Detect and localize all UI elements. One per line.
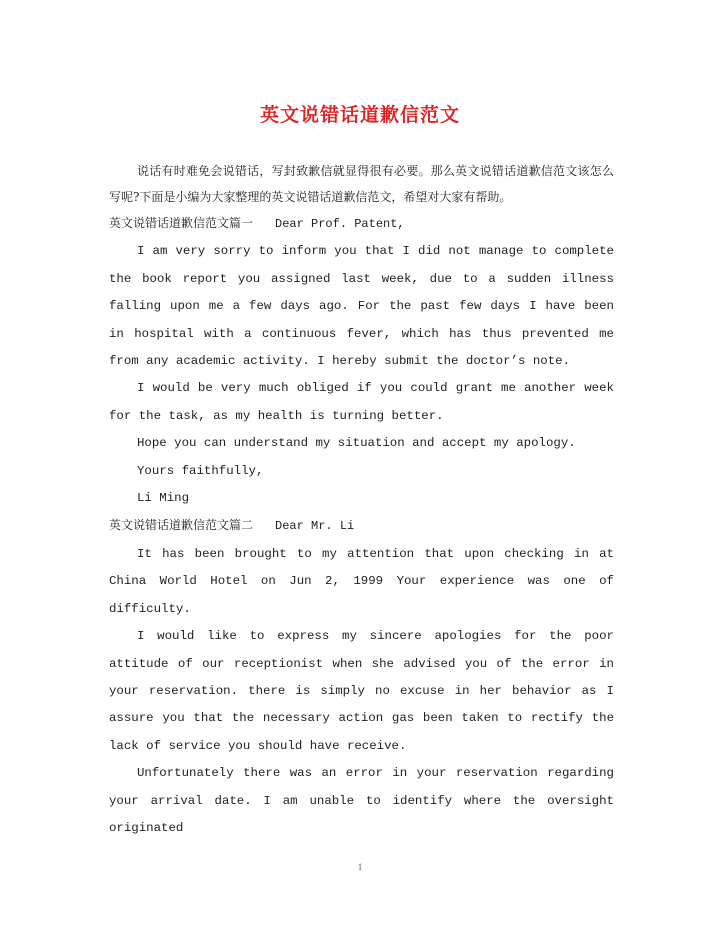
letter-2-paragraph: I would like to express my sincere apologies for the poor attitude of our receptionist when she advised you of the error in your reservation. there is simply no excuse in her behavior as I assure you that the necessary action gas been taken to rectify the lack of service you should have receive. bbox=[109, 629, 614, 753]
letter-2-heading-line bbox=[109, 512, 614, 540]
letter-1-signature: Li Ming bbox=[137, 491, 190, 506]
letter-1-paragraph: I am very sorry to inform you that I did not manage to complete the book report you assigned last week, due to a sudden illness falling upon me a few days ago. For the past few days I have been in hospital with a continuous fever, which has thus prevented me from any academic activity. I hereby submit the doctor’s note. bbox=[109, 244, 614, 369]
document-title: 英文说错话道歉信范文 bbox=[259, 104, 460, 126]
letter-1-greeting: Dear Prof. Patent, bbox=[275, 217, 405, 231]
letter-1-paragraph: I would be very much obliged if you could grant me another week for the task, as my health is turning better. bbox=[109, 381, 614, 423]
page-number: 1 bbox=[357, 862, 363, 872]
letter-2-paragraph: It has been brought to my attention that upon checking in at China World Hotel on Jun 2, 1999 Your experience was one of difficulty. bbox=[109, 546, 614, 616]
letter-1-heading: 英文说错话道歉信范文篇一 bbox=[109, 216, 254, 230]
document-body bbox=[109, 158, 614, 842]
intro-paragraph: 说话有时难免会说错话，写封致歉信就显得很有必要。那么英文说错话道歉信范文该怎么写呢?下面是小编为大家整理的英文说错话道歉信范文，希望对大家有帮助。 bbox=[109, 164, 614, 204]
letter-1-heading-line bbox=[109, 210, 614, 238]
letter-2-greeting: Dear Mr. Li bbox=[275, 519, 355, 534]
letter-2-paragraph: Unfortunately there was an error in your reservation regarding your arrival date. I am unable to identify where the oversight originated bbox=[109, 766, 614, 835]
letter-1-closing: Yours faithfully, bbox=[137, 463, 264, 478]
letter-2-heading: 英文说错话道歉信范文篇二 bbox=[109, 518, 254, 533]
letter-1-paragraph: Hope you can understand my situation and accept my apology. bbox=[137, 436, 576, 451]
